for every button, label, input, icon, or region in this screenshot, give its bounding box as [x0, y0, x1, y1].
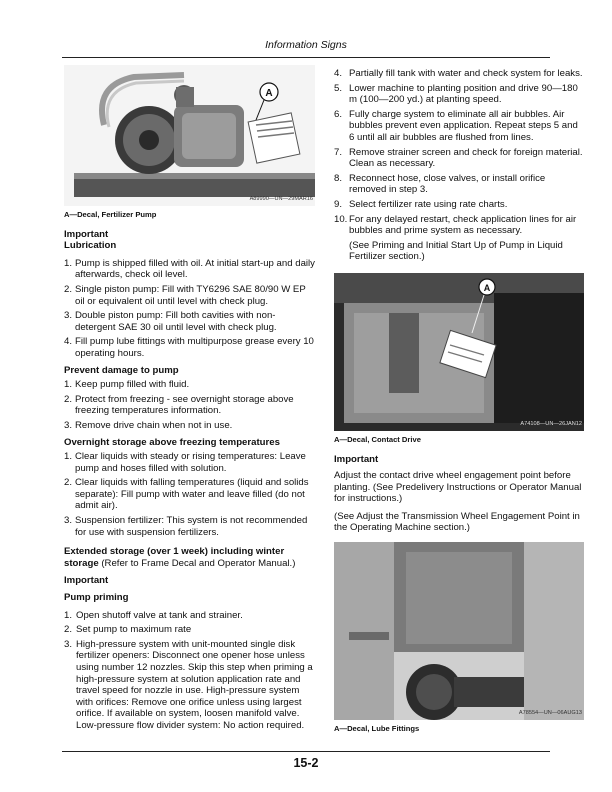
list-item: 3. Double piston pump: Fill both cavities with non-detergent SAE 30 oil until level with check plug. [64, 310, 277, 333]
list-item: 1. Open shutoff valve at tank and strainer. [64, 609, 243, 621]
running-header: Information Signs [265, 39, 347, 51]
overnight-storage-list [64, 451, 315, 538]
header-rule [62, 57, 550, 58]
page-number: 15-2 [293, 756, 319, 770]
figure-code: A74108—UN—26JAN12 [520, 421, 582, 428]
extended-storage-note: (Refer to Frame Decal and Operator Manual.) [98, 557, 296, 569]
figure-caption: A—Decal, Lube Fittings [334, 724, 420, 734]
figure-caption: A—Decal, Fertilizer Pump [64, 210, 157, 219]
list-item: 1. Keep pump filled with fluid. [64, 379, 190, 391]
pump-priming-list [64, 610, 315, 732]
list-item: 2. Clear liquids with falling temperatures (liquid and solids separate): Fill pump with water and leave filled (do not admit air). [64, 477, 309, 512]
list-item: 6. Fully charge system to eliminate all air bubbles. Air bubbles prevent even application. Repeat steps 5 and 6 until all air bubbles are flushed from lines. [334, 108, 578, 143]
extended-storage-heading: Extended storage (over 1 week) including winter storage [64, 546, 285, 569]
list-item: 2. Set pump to maximum rate [64, 624, 192, 636]
lube-fittings-photo [334, 542, 584, 720]
fertilizer-pump-figure [64, 65, 315, 206]
list-item: 2. Single piston pump: Fill with TY6296 SAE 80/90 W EP oil or equivalent oil until level with check plug. [64, 283, 306, 307]
prevent-damage-heading: Prevent damage to pump [64, 364, 179, 376]
list-item: 5. Lower machine to planting position and drive 90—180 m (100—200 yd.) at planting speed. [334, 82, 578, 106]
extended-storage-paragraph [64, 546, 315, 569]
figure-code: A89990—UN—29MAR16 [249, 196, 313, 203]
list-item: 4. Fill pump lube fittings with multipurpose grease every 10 operating hours. [64, 336, 314, 359]
important-label-2: Important [64, 575, 109, 587]
adjust-paragraph: Adjust the contact drive wheel engagement point before planting. (See Predelivery Instructions or Operator Manual for instructions.) [334, 470, 582, 505]
callout-a-label-2: A [483, 282, 491, 293]
figure-code: A78554—UN—06AUG13 [518, 710, 582, 717]
list-item: 1. Pump is shipped filled with oil. At initial start-up and daily afterwards, check oil level. [64, 257, 315, 281]
list-item: 4. Partially fill tank with water and check system for leaks. [334, 68, 583, 79]
list-item: 8. Reconnect hose, close valves, or install orifice removed in step 3. [334, 172, 546, 196]
overnight-storage-heading: Overnight storage above freezing temperatures [64, 436, 280, 448]
pump-priming-heading: Pump priming [64, 592, 129, 604]
list-item: 7. Remove strainer screen and check for foreign material. Clean as necessary. [334, 146, 583, 170]
list-item: 1. Clear liquids with steady or rising temperatures: Leave pump and hoses filled with solution. [64, 451, 306, 474]
important-label: Important [64, 228, 109, 240]
step-10-note: (See Priming and Initial Start Up of Pump in Liquid Fertilizer section.) [349, 239, 563, 263]
see-adjust-paragraph: (See Adjust the Transmission Wheel Engagement Point in the Operating Machine section.) [334, 510, 580, 534]
priming-steps-continued [334, 68, 584, 263]
important-label: Important [334, 453, 379, 465]
lubrication-list [64, 258, 315, 360]
figure-caption: A—Decal, Contact Drive [334, 434, 421, 444]
list-item: 9. Select fertilizer rate using rate charts. [334, 198, 508, 210]
list-item: 3. High-pressure system with unit-mounted single disk fertilizer openers: Disconnect one opener hose unless using number 12 nozzles. Skip this step when priming a high-pressure system at solution application rate and travel speed for nozzle in use. High-pressure system with orifices: Remove one orifice unless using largest orifice. If available on system, loosen manifold valve. Low-pressure flow divider system: No action required. [64, 638, 313, 731]
footer-rule [62, 751, 550, 752]
right-column [334, 68, 584, 743]
list-item: 2. Protect from freezing - see overnight storage above freezing temperatures information. [64, 393, 294, 417]
lube-fittings-figure [334, 542, 584, 720]
left-column [64, 65, 315, 735]
contact-drive-photo [334, 273, 584, 431]
prevent-damage-list [64, 379, 315, 431]
list-item: 10. For any delayed restart, check application lines for air bubbles and prime system as necessary. (See Priming and Initial Start Up of Pump in Liquid Fertilizer section.) [334, 214, 584, 263]
contact-drive-figure [334, 273, 584, 431]
lubrication-heading: Lubrication [64, 240, 117, 252]
list-item: 3. Suspension fertilizer: This system is not recommended for use with suspension fertilizers. [64, 515, 308, 538]
list-item: 3. Remove drive chain when not in use. [64, 419, 233, 431]
fertilizer-pump-illustration [64, 65, 315, 206]
callout-a-label: A [265, 88, 273, 99]
